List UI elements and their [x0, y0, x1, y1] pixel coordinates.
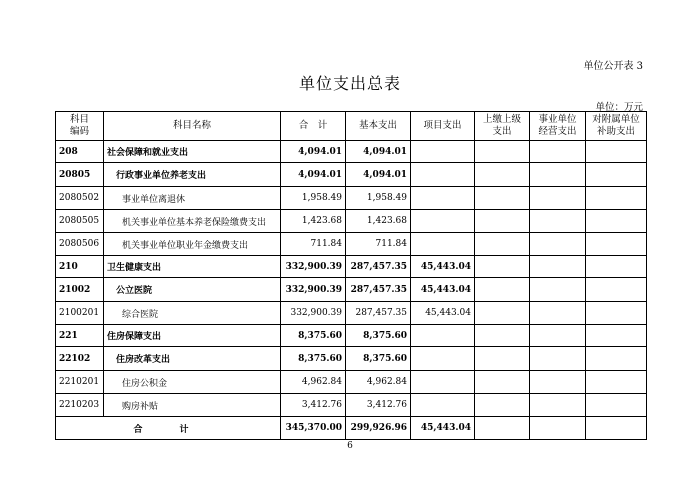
row-project	[411, 371, 475, 394]
header-subsidy-line2: 补助支出	[596, 126, 635, 137]
header-upper-line1: 上缴上级	[482, 114, 521, 125]
header-code-line1: 科目	[69, 114, 89, 125]
row-code: 221	[56, 325, 104, 347]
table-row	[56, 210, 647, 233]
expenditure-table	[55, 111, 647, 440]
row-business	[530, 347, 586, 371]
page-number: 6	[347, 441, 353, 451]
table-body	[56, 141, 647, 417]
row-business	[530, 394, 586, 417]
row-name: 事业单位离退休	[104, 187, 281, 210]
row-code: 20805	[56, 163, 104, 187]
header-total: 合 计	[281, 112, 346, 141]
row-upper	[475, 394, 530, 417]
row-upper	[475, 371, 530, 394]
row-code: 22102	[56, 347, 104, 371]
header-business	[530, 112, 586, 141]
row-project	[411, 325, 475, 347]
row-basic: 4,962.84	[346, 371, 411, 394]
total-subsidy	[586, 417, 647, 440]
row-total: 4,094.01	[281, 163, 346, 187]
header-code	[56, 112, 104, 141]
row-basic: 8,375.60	[346, 347, 411, 371]
row-project: 45,443.04	[411, 256, 475, 278]
total-upper	[475, 417, 530, 440]
total-project: 45,443.04	[411, 417, 475, 440]
row-business	[530, 325, 586, 347]
row-business	[530, 163, 586, 187]
header-name: 科目名称	[104, 112, 281, 141]
unit-label: 单位：万元	[595, 102, 643, 113]
total-total: 345,370.00	[281, 417, 346, 440]
row-upper	[475, 256, 530, 278]
row-subsidy	[586, 256, 647, 278]
row-subsidy	[586, 302, 647, 325]
total-basic: 299,926.96	[346, 417, 411, 440]
row-upper	[475, 210, 530, 233]
row-basic: 287,457.35	[346, 256, 411, 278]
table-row	[56, 187, 647, 210]
row-code: 2080506	[56, 233, 104, 256]
row-name: 住房保障支出	[104, 325, 281, 347]
row-total: 332,900.39	[281, 256, 346, 278]
row-project	[411, 233, 475, 256]
row-project	[411, 187, 475, 210]
header-upper	[475, 112, 530, 141]
row-name: 机关事业单位职业年金缴费支出	[104, 233, 281, 256]
row-basic: 4,094.01	[346, 141, 411, 163]
row-code: 2210203	[56, 394, 104, 417]
row-total: 711.84	[281, 233, 346, 256]
header-basic: 基本支出	[346, 112, 411, 141]
row-name: 社会保障和就业支出	[104, 141, 281, 163]
table-row	[56, 302, 647, 325]
header-business-line1: 事业单位	[538, 114, 577, 125]
row-total: 1,423.68	[281, 210, 346, 233]
row-business	[530, 256, 586, 278]
row-basic: 1,958.49	[346, 187, 411, 210]
row-total: 1,958.49	[281, 187, 346, 210]
page-title: 单位支出总表	[298, 74, 401, 93]
row-project	[411, 210, 475, 233]
row-basic: 287,457.35	[346, 278, 411, 302]
row-project	[411, 347, 475, 371]
row-name: 住房公积金	[104, 371, 281, 394]
row-subsidy	[586, 233, 647, 256]
row-total: 8,375.60	[281, 347, 346, 371]
row-upper	[475, 278, 530, 302]
table-row	[56, 347, 647, 371]
row-name: 综合医院	[104, 302, 281, 325]
row-code: 2080505	[56, 210, 104, 233]
table-row	[56, 278, 647, 302]
row-business	[530, 233, 586, 256]
row-basic: 1,423.68	[346, 210, 411, 233]
row-business	[530, 187, 586, 210]
page-label: 单位公开表 3	[583, 61, 643, 72]
total-row	[56, 417, 647, 440]
row-subsidy	[586, 278, 647, 302]
header-project: 项目支出	[411, 112, 475, 141]
table-header-row	[56, 112, 647, 141]
row-basic: 4,094.01	[346, 163, 411, 187]
table-row	[56, 256, 647, 278]
row-subsidy	[586, 141, 647, 163]
row-name: 卫生健康支出	[104, 256, 281, 278]
row-upper	[475, 187, 530, 210]
table-row	[56, 394, 647, 417]
total-business	[530, 417, 586, 440]
total-label: 合 计	[56, 417, 281, 440]
table-row	[56, 325, 647, 347]
table-row	[56, 141, 647, 163]
row-upper	[475, 233, 530, 256]
row-basic: 287,457.35	[346, 302, 411, 325]
row-business	[530, 302, 586, 325]
row-upper	[475, 347, 530, 371]
header-subsidy	[586, 112, 647, 141]
row-code: 2080502	[56, 187, 104, 210]
row-name: 行政事业单位养老支出	[104, 163, 281, 187]
row-subsidy	[586, 347, 647, 371]
table-row	[56, 371, 647, 394]
row-name: 购房补贴	[104, 394, 281, 417]
row-upper	[475, 302, 530, 325]
row-subsidy	[586, 187, 647, 210]
table-row	[56, 233, 647, 256]
table-row	[56, 163, 647, 187]
row-upper	[475, 141, 530, 163]
row-code: 210	[56, 256, 104, 278]
row-total: 4,094.01	[281, 141, 346, 163]
row-name: 机关事业单位基本养老保险缴费支出	[104, 210, 281, 233]
row-upper	[475, 325, 530, 347]
row-business	[530, 371, 586, 394]
row-total: 8,375.60	[281, 325, 346, 347]
row-project	[411, 394, 475, 417]
row-business	[530, 141, 586, 163]
row-basic: 711.84	[346, 233, 411, 256]
row-basic: 8,375.60	[346, 325, 411, 347]
row-code: 2210201	[56, 371, 104, 394]
row-project: 45,443.04	[411, 302, 475, 325]
row-project: 45,443.04	[411, 278, 475, 302]
row-subsidy	[586, 210, 647, 233]
row-subsidy	[586, 394, 647, 417]
row-total: 4,962.84	[281, 371, 346, 394]
header-subsidy-line1: 对附属单位	[592, 114, 640, 125]
row-business	[530, 210, 586, 233]
row-project	[411, 141, 475, 163]
header-upper-line2: 支出	[492, 126, 512, 137]
row-subsidy	[586, 325, 647, 347]
row-subsidy	[586, 163, 647, 187]
row-subsidy	[586, 371, 647, 394]
row-total: 3,412.76	[281, 394, 346, 417]
row-total: 332,900.39	[281, 278, 346, 302]
row-business	[530, 278, 586, 302]
row-code: 21002	[56, 278, 104, 302]
row-name: 住房改革支出	[104, 347, 281, 371]
row-upper	[475, 163, 530, 187]
row-code: 208	[56, 141, 104, 163]
header-code-line2: 编码	[69, 126, 89, 137]
header-business-line2: 经营支出	[538, 126, 577, 137]
row-basic: 3,412.76	[346, 394, 411, 417]
row-total: 332,900.39	[281, 302, 346, 325]
row-name: 公立医院	[104, 278, 281, 302]
row-project	[411, 163, 475, 187]
row-code: 2100201	[56, 302, 104, 325]
